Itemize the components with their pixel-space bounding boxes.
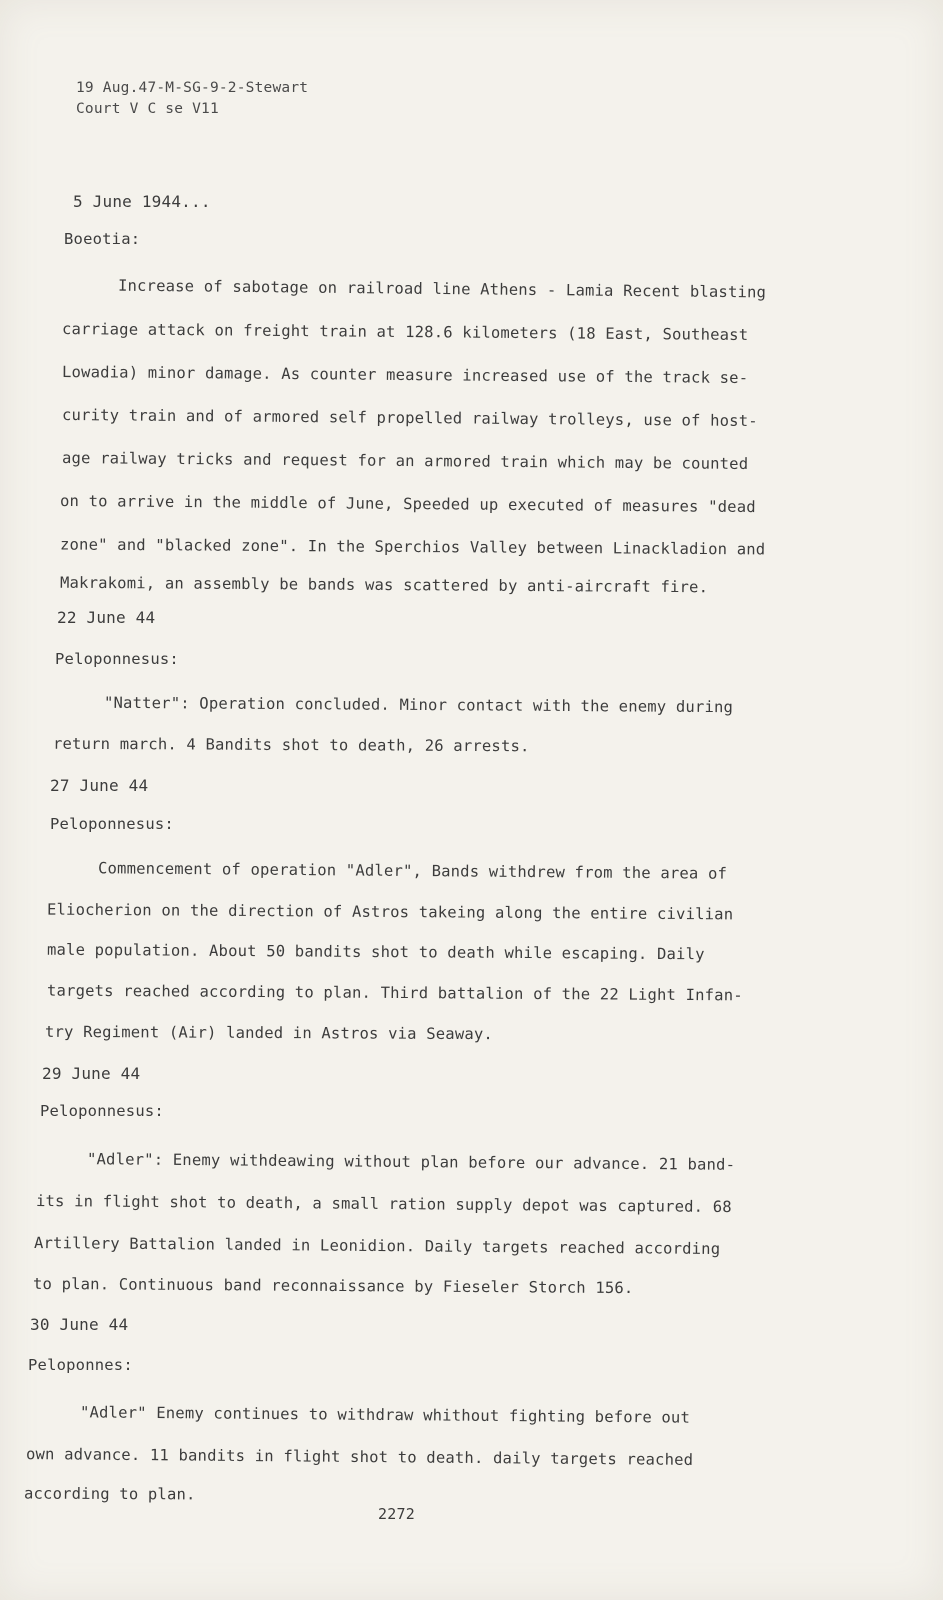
entry-text-line: Makrakomi, an assembly be bands was scattered by anti-aircraft fire. — [59, 573, 709, 597]
entry-text-line: targets reached according to plan. Third battalion of the 22 Light Infan- — [46, 981, 743, 1005]
entry-date: 30 June 44 — [30, 1315, 129, 1334]
entry-text-line: "Adler" Enemy continues to withdraw whithout fighting before out — [79, 1403, 691, 1427]
entry-text-line: male population. About 50 bandits shot to death while escaping. Daily — [46, 940, 705, 964]
entry-text-line: Eliocherion on the direction of Astros takeing along the entire civilian — [46, 900, 734, 924]
entry-date: 27 June 44 — [50, 776, 149, 795]
entry-date: 5 June 1944... — [73, 192, 211, 211]
entry-text-line: age railway tricks and request for an armored train which may be counted — [61, 449, 749, 473]
entry-text-line: according to plan. — [23, 1484, 196, 1504]
entry-text-line: return march. 4 Bandits shot to death, 26 arrests. — [52, 734, 530, 756]
entry-date: 29 June 44 — [42, 1064, 141, 1083]
entry-region: Peloponnesus: — [55, 650, 179, 668]
entry-text-line: curity train and of armored self propelled railway trolleys, use of host- — [61, 405, 758, 431]
entry-region: Boeotia: — [64, 230, 141, 248]
entry-text-line: try Regiment (Air) landed in Astros via Seaway. — [44, 1022, 494, 1044]
entry-region: Peloponnesus: — [50, 815, 174, 833]
entry-text-line: "Adler": Enemy withdeawing without plan before our advance. 21 band- — [86, 1150, 736, 1174]
entry-text-line: Lowadia) minor damage. As counter measure increased use of the track se- — [61, 363, 749, 387]
header-reference: 19 Aug.47-M-SG-9-2-Stewart — [76, 80, 309, 96]
entry-text-line: own advance. 11 bandits in flight shot to death. daily targets reached — [25, 1445, 694, 1469]
entry-text-line: to plan. Continuous band reconnaissance by Fieseler Storch 156. — [32, 1274, 634, 1298]
entry-text-line: carriage attack on freight train at 128.6 kilometers (18 East, Southeast — [61, 320, 749, 344]
entry-region: Peloponnes: — [28, 1356, 133, 1374]
header-court: Court V C se V11 — [76, 101, 219, 117]
entry-text-line: Artillery Battalion landed in Leonidion. Daily targets reached according — [33, 1234, 721, 1258]
page-number: 2272 — [378, 1505, 415, 1523]
entry-date: 22 June 44 — [57, 608, 156, 627]
entry-text-line: "Natter": Operation concluded. Minor contact with the enemy during — [103, 693, 734, 717]
entry-text-line: Commencement of operation "Adler", Bands withdrew from the area of — [97, 859, 728, 883]
entry-region: Peloponnesus: — [40, 1102, 164, 1120]
entry-text-line: zone" and "blacked zone". In the Sperchios Valley between Linackladion and — [59, 535, 766, 559]
entry-text-line: on to arrive in the middle of June, Speeded up executed of measures "dead — [59, 491, 756, 517]
entry-text-line: Increase of sabotage on railroad line Athens - Lamia Recent blasting — [117, 276, 767, 302]
entry-text-line: its in flight shot to death, a small ration supply depot was captured. 68 — [35, 1191, 732, 1217]
